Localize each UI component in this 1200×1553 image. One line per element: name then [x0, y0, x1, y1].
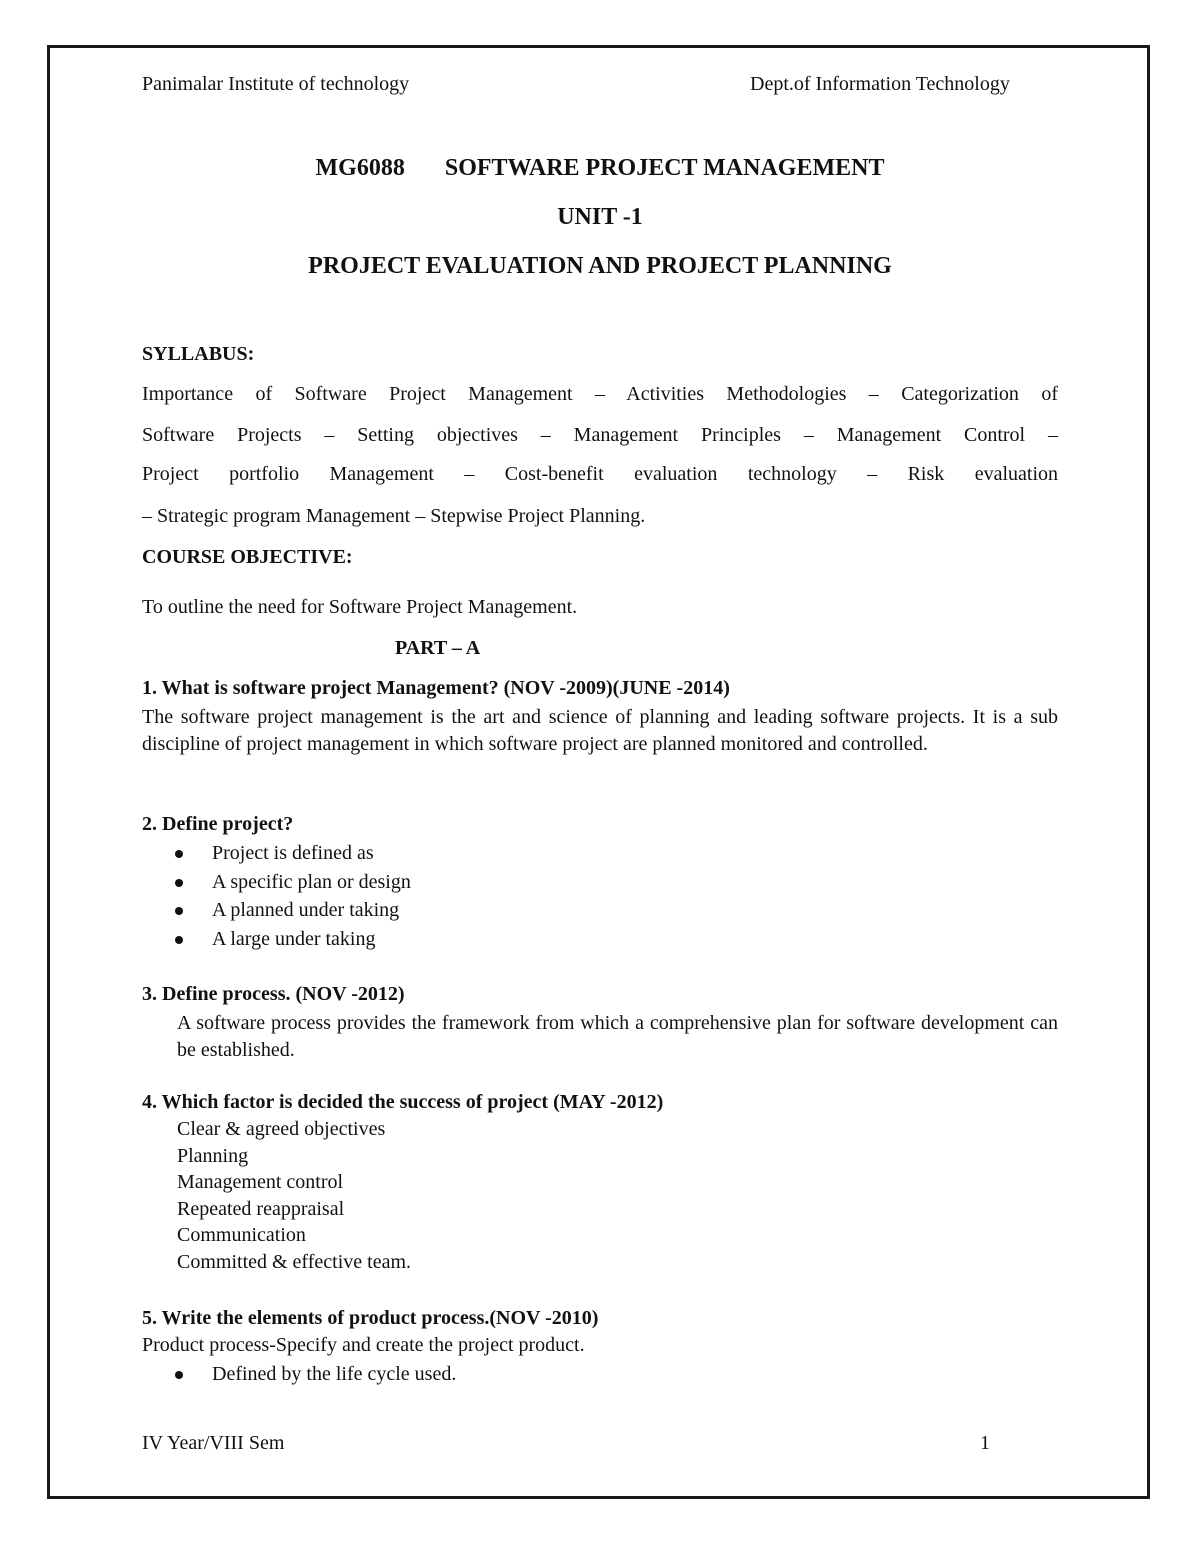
list-item	[172, 1360, 456, 1389]
question-5: 5. Write the elements of product process.(NOV -2010)	[142, 1307, 599, 1329]
list-item: Committed & effective team.	[177, 1250, 412, 1273]
list-item: Clear & agreed objectives	[177, 1118, 386, 1140]
objective-heading: COURSE OBJECTIVE:	[142, 546, 353, 568]
header-department: Dept.of Information Technology	[750, 73, 1010, 95]
syllabus-line: – Strategic program Management – Stepwise Project Planning.	[142, 505, 646, 527]
syllabus-heading: SYLLABUS:	[142, 343, 255, 365]
bullet-icon	[175, 850, 183, 858]
list-item: Management control	[177, 1171, 344, 1194]
course-code: MG6088	[315, 155, 405, 181]
unit-number: UNIT -1	[557, 204, 643, 230]
question-4: 4. Which factor is decided the success of project (MAY -2012)	[142, 1091, 664, 1113]
question-1: 1. What is software project Management? (NOV -2009)(JUNE -2014)	[142, 677, 730, 699]
footer-semester: IV Year/VIII Sem	[142, 1432, 285, 1454]
syllabus-line: Importance of Software Project Management – Activities Methodologies – Categorization of	[142, 383, 1058, 405]
part-heading: PART – A	[395, 637, 481, 659]
objective-text: To outline the need for Software Project Management.	[142, 596, 578, 618]
list-item-text: A large under taking	[212, 927, 376, 950]
syllabus-line: Software Projects – Setting objectives – Management Principles – Management Control –	[142, 424, 1058, 446]
course-name: SOFTWARE PROJECT MANAGEMENT	[444, 155, 885, 181]
bullet-list	[172, 839, 411, 953]
answer-1: The software project management is the art and science of planning and leading software projects. It is a sub discipline of project management in which software project are planned monitored and controlled.	[142, 706, 1058, 755]
list-item-text: A planned under taking	[212, 899, 400, 921]
list-item: Repeated reappraisal	[177, 1197, 345, 1220]
answer-3: A software process provides the framework from which a comprehensive plan for software development can be established.	[177, 1012, 1058, 1061]
bullet-icon	[175, 936, 183, 944]
list-item	[172, 896, 411, 925]
question-2: 2. Define project?	[142, 813, 294, 835]
syllabus-line: Project portfolio Management – Cost-benefit evaluation technology – Risk evaluation	[142, 463, 1058, 485]
list-item-text: A specific plan or design	[212, 870, 411, 893]
list-item-text: Project is defined as	[212, 842, 374, 864]
unit-title: PROJECT EVALUATION AND PROJECT PLANNING	[308, 253, 892, 279]
bullet-icon	[175, 879, 183, 887]
bullet-list	[172, 1360, 456, 1389]
course-title	[0, 155, 1200, 182]
list-item: Communication	[177, 1224, 306, 1247]
list-item-text: Defined by the life cycle used.	[212, 1363, 457, 1385]
header-institute: Panimalar Institute of technology	[142, 73, 410, 95]
list-item: Planning	[177, 1144, 249, 1167]
bullet-icon	[175, 907, 183, 915]
list-item	[172, 868, 411, 897]
list-item	[172, 839, 411, 868]
factor-list	[177, 1116, 411, 1276]
list-item	[172, 925, 411, 954]
page-number: 1	[980, 1432, 990, 1454]
question-3: 3. Define process. (NOV -2012)	[142, 983, 405, 1005]
answer-5: Product process-Specify and create the project product.	[142, 1334, 585, 1356]
bullet-icon	[175, 1371, 183, 1379]
